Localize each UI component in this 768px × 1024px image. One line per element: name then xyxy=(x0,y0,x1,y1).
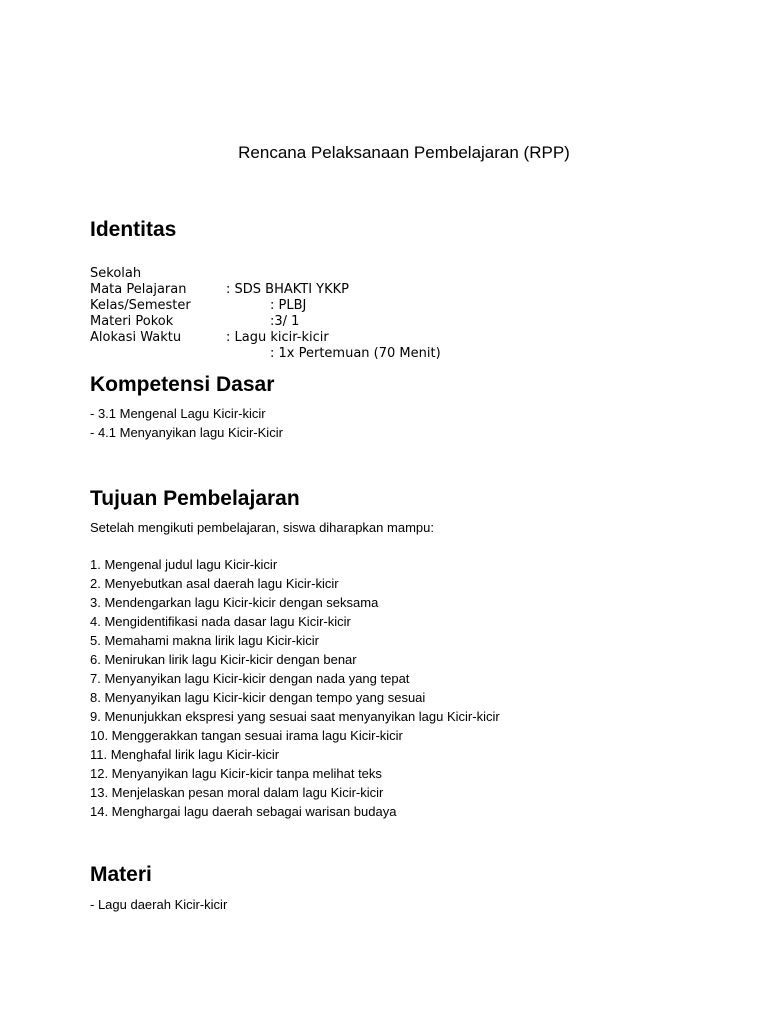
list-item: 9. Menunjukkan ekspresi yang sesuai saat menyanyikan lagu Kicir-kicir xyxy=(90,709,500,724)
list-item: 14. Menghargai lagu daerah sebagai warisan budaya xyxy=(90,804,397,819)
identitas-label: Sekolah xyxy=(90,266,142,281)
identitas-label: Mata Pelajaran xyxy=(90,282,187,297)
list-item: 8. Menyanyikan lagu Kicir-kicir dengan tempo yang sesuai xyxy=(90,690,426,705)
list-item: 11. Menghafal lirik lagu Kicir-kicir xyxy=(90,747,280,762)
tujuan-heading: Tujuan Pembelajaran xyxy=(90,487,300,510)
list-item: 5. Memahami makna lirik lagu Kicir-kicir xyxy=(90,633,319,648)
identitas-label: Materi Pokok xyxy=(90,314,174,329)
identitas-value: : 1x Pertemuan (70 Menit) xyxy=(270,346,441,361)
materi-heading: Materi xyxy=(90,863,152,886)
list-item: 3. Mendengarkan lagu Kicir-kicir dengan seksama xyxy=(90,595,379,610)
list-item: 1. Mengenal judul lagu Kicir-kicir xyxy=(90,557,278,572)
tujuan-intro: Setelah mengikuti pembelajaran, siswa diharapkan mampu: xyxy=(90,520,434,535)
list-item: 2. Menyebutkan asal daerah lagu Kicir-kicir xyxy=(90,576,339,591)
identitas-value: : PLBJ xyxy=(270,298,307,313)
list-item: 10. Menggerakkan tangan sesuai irama lagu Kicir-kicir xyxy=(90,728,403,743)
identitas-label: Kelas/Semester xyxy=(90,298,191,313)
list-item: - 4.1 Menyanyikan lagu Kicir-Kicir xyxy=(90,425,283,440)
identitas-value: : Lagu kicir-kicir xyxy=(226,330,329,345)
list-item: 6. Menirukan lirik lagu Kicir-kicir dengan benar xyxy=(90,652,357,667)
identitas-heading: Identitas xyxy=(90,218,177,241)
list-item: - 3.1 Mengenal Lagu Kicir-kicir xyxy=(90,406,266,421)
list-item: 7. Menyanyikan lagu Kicir-kicir dengan nada yang tepat xyxy=(90,671,410,686)
kompetensi-list xyxy=(90,404,283,442)
document-title: Rencana Pelaksanaan Pembelajaran (RPP) xyxy=(238,143,570,162)
identitas-table xyxy=(90,250,441,361)
list-item: - Lagu daerah Kicir-kicir xyxy=(90,897,228,912)
identitas-label: Alokasi Waktu xyxy=(90,330,182,345)
list-item: 12. Menyanyikan lagu Kicir-kicir tanpa melihat teks xyxy=(90,766,382,781)
kompetensi-heading: Kompetensi Dasar xyxy=(90,373,275,396)
list-item: 13. Menjelaskan pesan moral dalam lagu Kicir-kicir xyxy=(90,785,384,800)
identitas-value: : SDS BHAKTI YKKP xyxy=(226,282,349,297)
list-item: 4. Mengidentifikasi nada dasar lagu Kicir-kicir xyxy=(90,614,351,629)
materi-list xyxy=(90,895,227,914)
identitas-value: :3/ 1 xyxy=(270,314,300,329)
tujuan-list xyxy=(90,555,500,821)
